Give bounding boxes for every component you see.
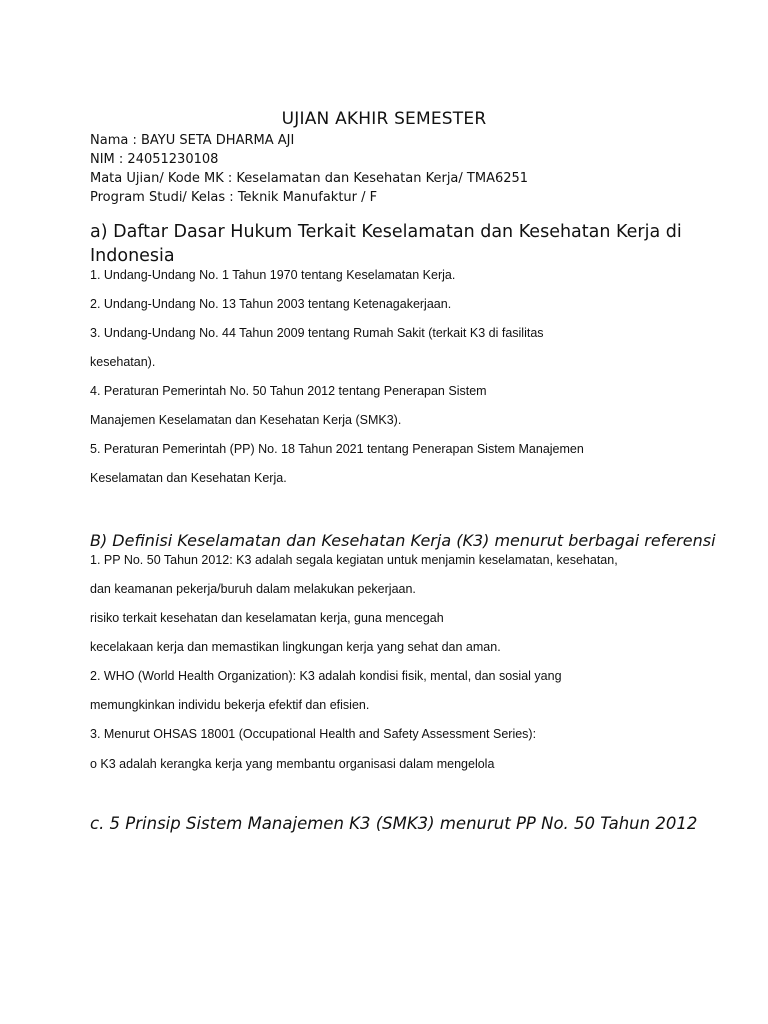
section-b-line: risiko terkait kesehatan dan keselamatan kerja, guna mencegah [90,611,444,625]
program-info: Program Studi/ Kelas : Teknik Manufaktur / F [90,190,378,205]
section-b-line: o K3 adalah kerangka kerja yang membantu organisasi dalam mengelola [90,757,495,771]
section-b-line: memungkinkan individu bekerja efektif dan efisien. [90,698,370,712]
section-a-line: 2. Undang-Undang No. 13 Tahun 2003 tentang Ketenagakerjaan. [90,297,452,311]
section-a-line: Keselamatan dan Kesehatan Kerja. [90,471,287,485]
section-a-heading: a) Daftar Dasar Hukum Terkait Keselamatan dan Kesehatan Kerja di Indonesia [90,222,682,266]
student-name: Nama : BAYU SETA DHARMA AJI [90,133,295,148]
course-info: Mata Ujian/ Kode MK : Keselamatan dan Kesehatan Kerja/ TMA6251 [90,171,529,186]
section-a-line: kesehatan). [90,355,156,369]
section-b-line: kecelakaan kerja dan memastikan lingkungan kerja yang sehat dan aman. [90,640,501,654]
section-a-line: 4. Peraturan Pemerintah No. 50 Tahun 2012 tentang Penerapan Sistem [90,384,487,398]
section-a-line: 5. Peraturan Pemerintah (PP) No. 18 Tahun 2021 tentang Penerapan Sistem Manajemen [90,442,584,456]
section-a-line: Manajemen Keselamatan dan Kesehatan Kerja (SMK3). [90,413,402,427]
section-b-line: 2. WHO (World Health Organization): K3 adalah kondisi fisik, mental, dan sosial yang [90,669,562,683]
section-a-line: 3. Undang-Undang No. 44 Tahun 2009 tentang Rumah Sakit (terkait K3 di fasilitas [90,326,544,340]
section-b-line: dan keamanan pekerja/buruh dalam melakukan pekerjaan. [90,582,416,596]
section-b-heading: B) Definisi Keselamatan dan Kesehatan Kerja (K3) menurut berbagai referensi [90,531,716,550]
section-a-line: 1. Undang-Undang No. 1 Tahun 1970 tentang Keselamatan Kerja. [90,268,456,282]
section-c-heading: c. 5 Prinsip Sistem Manajemen K3 (SMK3) menurut PP No. 50 Tahun 2012 [90,814,698,833]
section-b-line: 3. Menurut OHSAS 18001 (Occupational Health and Safety Assessment Series): [90,727,537,741]
student-nim: NIM : 24051230108 [90,152,219,167]
document-title: UJIAN AKHIR SEMESTER [281,109,487,129]
section-b-line: 1. PP No. 50 Tahun 2012: K3 adalah segala kegiatan untuk menjamin keselamatan, kesehatan, [90,553,618,567]
